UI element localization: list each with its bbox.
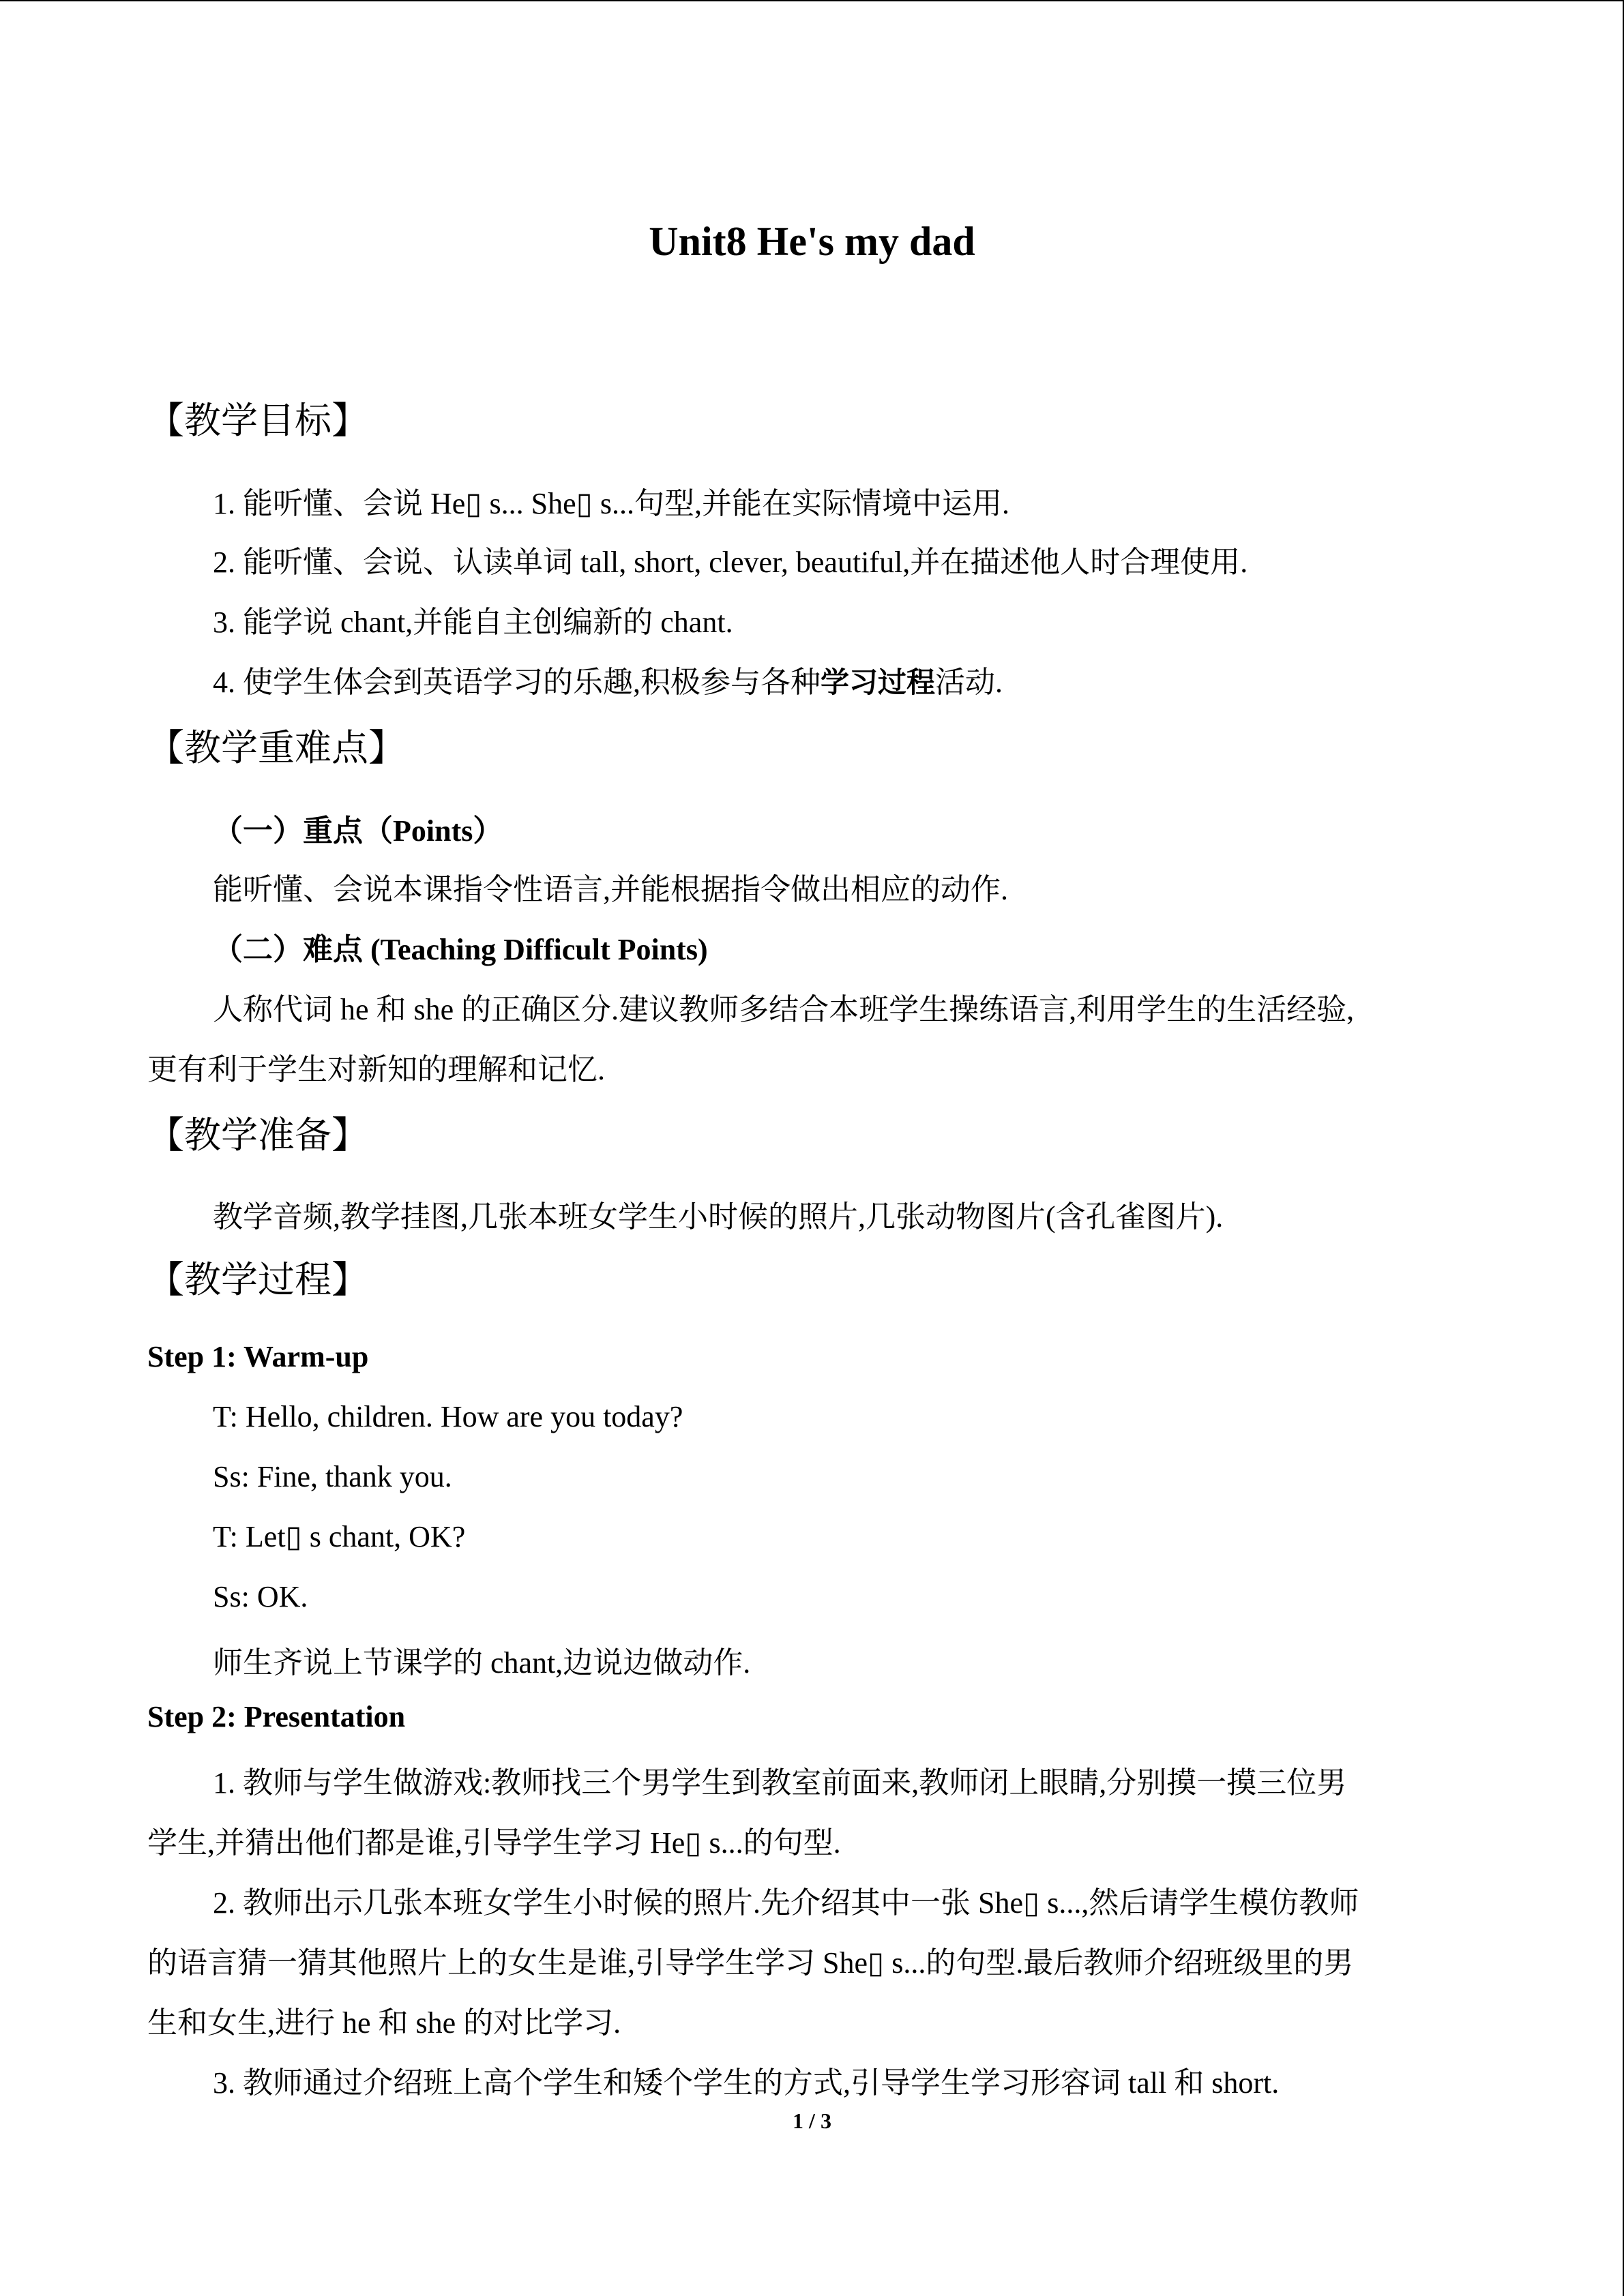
dialogue-line: 师生齐说上节课学的 chant,边说边做动作. <box>213 1646 751 1680</box>
subheading-key-point: （一）重点（Points） <box>213 814 503 848</box>
dialogue-line: T: Hello, children. How are you today? <box>213 1400 683 1433</box>
objective-item: 3. 能学说 chant,并能自主创编新的 chant. <box>213 606 733 639</box>
difficult-point-text: 更有利于学生对新知的理解和记忆. <box>147 1053 605 1086</box>
section-heading-preparation: 【教学准备】 <box>147 1114 368 1157</box>
section-heading-objectives: 【教学目标】 <box>147 399 368 442</box>
presentation-text: 1. 教师与学生做游戏:教师找三个男学生到教室前面来,教师闭上眼睛,分别摸一摸三位男 <box>213 1766 1347 1800</box>
objective-item <box>213 657 1003 701</box>
page-title: Unit8 He's my dad <box>649 219 975 264</box>
presentation-text: 学生,并猜出他们都是谁,引导学生学习 He▯ s...的句型. <box>147 1826 841 1860</box>
dialogue-line: T: Let▯ s chant, OK? <box>213 1520 466 1553</box>
presentation-text: 3. 教师通过介绍班上高个学生和矮个学生的方式,引导学生学习形容词 tall 和 short. <box>213 2066 1280 2100</box>
presentation-text: 的语言猜一猜其他照片上的女生是谁,引导学生学习 She▯ s...的句型.最后教师介绍班级里的男 <box>147 1946 1354 1980</box>
objective-item: 1. 能听懂、会说 He▯ s... She▯ s...句型,并能在实际情境中运用. <box>213 487 1009 520</box>
subheading-difficult-point: （二）难点 (Teaching Difficult Points) <box>213 933 708 966</box>
step1-heading: Step 1: Warm-up <box>147 1340 369 1373</box>
section-heading-key-points: 【教学重难点】 <box>147 726 405 769</box>
difficult-point-text: 人称代词 he 和 she 的正确区分.建议教师多结合本班学生操练语言,利用学生的生活经验, <box>213 993 1355 1026</box>
objective-emphasis: 学习过程 <box>821 666 936 699</box>
objective-item: 2. 能听懂、会说、认读单词 tall, short, clever, beautiful,并在描述他人时合理使用. <box>213 546 1248 579</box>
objective-text: 4. 使学生体会到英语学习的乐趣,积极参与各种 <box>213 666 821 699</box>
page-number: 1 / 3 <box>793 2108 831 2133</box>
step2-heading: Step 2: Presentation <box>147 1700 406 1733</box>
dialogue-line: Ss: Fine, thank you. <box>213 1460 452 1493</box>
key-point-text: 能听懂、会说本课指令性语言,并能根据指令做出相应的动作. <box>213 873 1008 906</box>
presentation-text: 2. 教师出示几张本班女学生小时候的照片.先介绍其中一张 She▯ s...,然后请学生模仿教师 <box>213 1886 1359 1920</box>
objective-text: 活动. <box>935 666 1003 699</box>
section-heading-process: 【教学过程】 <box>147 1258 368 1301</box>
presentation-text: 生和女生,进行 he 和 she 的对比学习. <box>147 2006 621 2040</box>
preparation-text: 教学音频,教学挂图,几张本班女学生小时候的照片,几张动物图片(含孔雀图片). <box>213 1200 1224 1234</box>
dialogue-line: Ss: OK. <box>213 1580 308 1613</box>
